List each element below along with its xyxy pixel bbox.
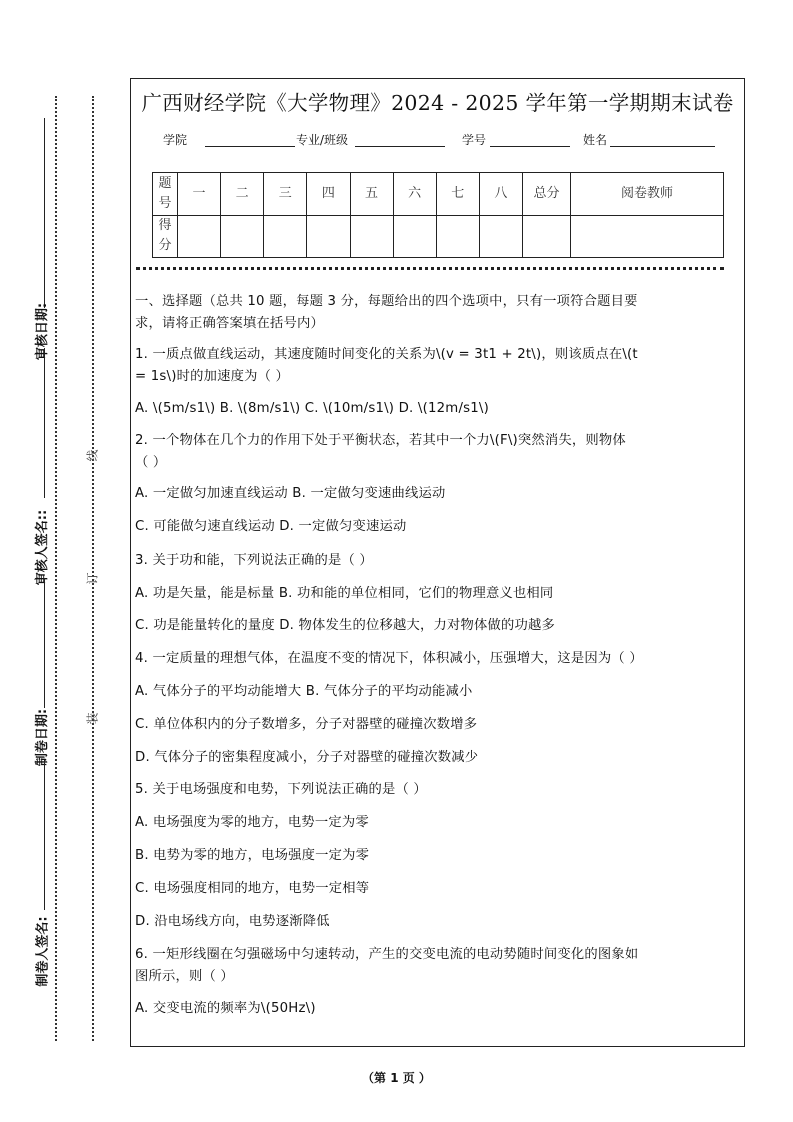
signature-line — [44, 760, 45, 910]
score-cell[interactable] — [178, 215, 221, 258]
question-line: D. 气体分子的密集程度减小，分子对器壁的碰撞次数减少 — [135, 750, 479, 765]
exam-title: 广西财经学院《大学物理》2024 - 2025 学年第一学期期末试卷 — [141, 91, 734, 115]
signature-line — [44, 348, 45, 498]
question-line: = 1s\)时的加速度为（ ） — [135, 369, 290, 384]
review-date-label: 审核日期: — [35, 302, 51, 361]
major-label: 专业/班级 — [296, 133, 349, 147]
score-table — [152, 172, 724, 258]
question-line: B. 电势为零的地方，电场强度一定为零 — [135, 848, 370, 863]
question-line: （ ） — [135, 455, 167, 470]
name-field[interactable] — [610, 146, 715, 147]
binding-mark-ding: 订 — [85, 572, 100, 585]
header-cell: 一 — [178, 173, 221, 216]
score-cell[interactable] — [571, 215, 724, 258]
reviewer-signature-label: 审核人签名:: — [35, 509, 51, 586]
question-line: C. 可能做匀速直线运动 D. 一定做匀变速运动 — [135, 519, 407, 534]
row-label: 得分 — [153, 215, 178, 258]
name-label: 姓名 — [583, 133, 608, 147]
header-cell: 四 — [307, 173, 350, 216]
header-cell: 阅卷教师 — [571, 173, 724, 216]
header-cell: 三 — [264, 173, 307, 216]
question-line: 一、选择题（总共 10 题，每题 3 分，每题给出的四个选项中，只有一项符合题目要 — [135, 294, 638, 309]
question-line: 2. 一个物体在几个力的作用下处于平衡状态，若其中一个力\(F\)突然消失，则物体 — [135, 433, 626, 448]
header-cell: 六 — [393, 173, 436, 216]
dotted-separator — [136, 267, 724, 270]
question-line: A. 交变电流的频率为\(50Hz\) — [135, 1001, 316, 1016]
question-line: 4. 一定质量的理想气体，在温度不变的情况下，体积减小，压强增大，这是因为（ ） — [135, 651, 643, 666]
major-field[interactable] — [355, 146, 445, 147]
question-line: A. 气体分子的平均动能增大 B. 气体分子的平均动能减小 — [135, 684, 473, 699]
score-cell[interactable] — [264, 215, 307, 258]
question-line: 3. 关于功和能，下列说法正确的是（ ） — [135, 553, 373, 568]
question-line: 求，请将正确答案填在括号内） — [135, 316, 324, 331]
score-cell[interactable] — [479, 215, 522, 258]
header-cell: 总分 — [523, 173, 571, 216]
question-line: A. 功是矢量，能是标量 B. 功和能的单位相同，它们的物理意义也相同 — [135, 586, 554, 601]
dotted-line-outer — [55, 96, 57, 1041]
question-line: C. 功是能量转化的量度 D. 物体发生的位移越大，力对物体做的功越多 — [135, 618, 555, 633]
question-line: D. 沿电场线方向，电势逐渐降低 — [135, 914, 330, 929]
college-label: 学院 — [163, 133, 188, 147]
header-cell: 五 — [350, 173, 393, 216]
student-id-label: 学号 — [462, 133, 487, 147]
page-number: （第 1 页 ） — [362, 1071, 431, 1085]
score-cell[interactable] — [307, 215, 350, 258]
score-cell[interactable] — [523, 215, 571, 258]
score-row — [153, 215, 724, 258]
score-cell[interactable] — [350, 215, 393, 258]
dotted-line-binding — [92, 96, 94, 1041]
question-line: C. 电场强度相同的地方，电势一定相等 — [135, 881, 370, 896]
question-line: 图所示，则（ ） — [135, 969, 234, 984]
score-table-header — [153, 173, 724, 216]
prep-date-label: 制卷日期: — [35, 708, 51, 767]
header-cell: 题号 — [153, 173, 178, 216]
binding-mark-zhuang: 装 — [85, 712, 100, 725]
score-cell[interactable] — [393, 215, 436, 258]
question-line: 6. 一矩形线圈在匀强磁场中匀速转动，产生的交变电流的电动势随时间变化的图象如 — [135, 947, 639, 962]
header-cell: 二 — [221, 173, 264, 216]
question-line: A. 电场强度为零的地方，电势一定为零 — [135, 815, 369, 830]
signature-line — [44, 578, 45, 708]
binding-mark-xian: 线 — [85, 449, 100, 462]
preparer-signature-label: 制卷人签名: — [35, 916, 51, 987]
header-cell: 八 — [479, 173, 522, 216]
question-line: A. \(5m/s1\) B. \(8m/s1\) C. \(10m/s1\) D. \(12m/s1\) — [135, 401, 489, 416]
question-line: C. 单位体积内的分子数增多，分子对器壁的碰撞次数增多 — [135, 717, 478, 732]
question-line: 5. 关于电场强度和电势，下列说法正确的是（ ） — [135, 782, 427, 797]
student-id-field[interactable] — [490, 146, 570, 147]
question-line: 1. 一质点做直线运动，其速度随时间变化的关系为\(v = 3t1 + 2t\)，则该质点在\(t — [135, 347, 638, 362]
college-field[interactable] — [205, 146, 295, 147]
question-line: A. 一定做匀加速直线运动 B. 一定做匀变速曲线运动 — [135, 486, 446, 501]
score-cell[interactable] — [436, 215, 479, 258]
score-cell[interactable] — [221, 215, 264, 258]
signature-line — [44, 118, 45, 308]
header-cell: 七 — [436, 173, 479, 216]
